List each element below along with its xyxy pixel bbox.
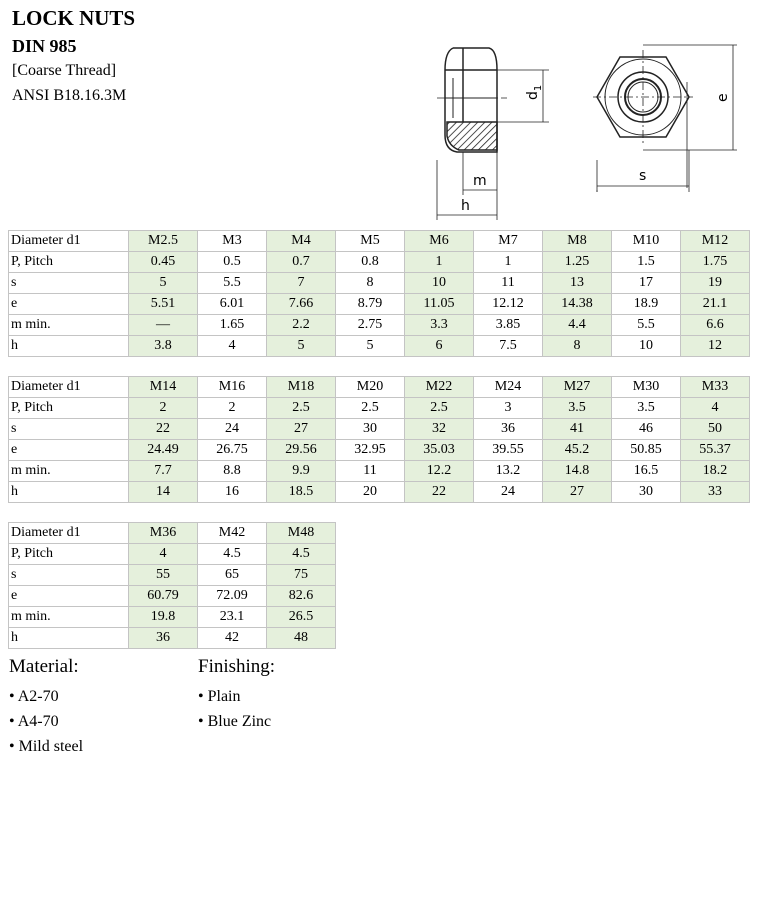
value-cell: 6.6	[681, 315, 750, 336]
label-e: e	[715, 93, 731, 102]
value-cell: 60.79	[129, 586, 198, 607]
value-cell: 82.6	[267, 586, 336, 607]
value-cell: 1.65	[198, 315, 267, 336]
value-cell: 72.09	[198, 586, 267, 607]
row-label: Diameter d1	[9, 377, 129, 398]
value-cell: 24	[474, 482, 543, 503]
value-cell: 48	[267, 628, 336, 649]
value-cell: 7	[267, 273, 336, 294]
row-label: h	[9, 628, 129, 649]
ansi-standard: ANSI B18.16.3M	[12, 87, 127, 104]
size-cell: M8	[543, 231, 612, 252]
label-m: m	[473, 173, 487, 189]
row-label: h	[9, 482, 129, 503]
size-cell: M33	[681, 377, 750, 398]
value-cell: 24.49	[129, 440, 198, 461]
value-cell: 9.9	[267, 461, 336, 482]
value-cell: 46	[612, 419, 681, 440]
value-cell: 2	[198, 398, 267, 419]
value-cell: 3.5	[612, 398, 681, 419]
value-cell: 2.5	[267, 398, 336, 419]
row-label: s	[9, 273, 129, 294]
value-cell: 14.38	[543, 294, 612, 315]
value-cell: 7.66	[267, 294, 336, 315]
value-cell: 50	[681, 419, 750, 440]
value-cell: 4.5	[198, 544, 267, 565]
value-cell: 0.8	[336, 252, 405, 273]
value-cell: 39.55	[474, 440, 543, 461]
value-cell: 16.5	[612, 461, 681, 482]
size-cell: M2.5	[129, 231, 198, 252]
value-cell: 11.05	[405, 294, 474, 315]
value-cell: 1.25	[543, 252, 612, 273]
row-label: m min.	[9, 315, 129, 336]
finishing-heading: Finishing:	[198, 656, 276, 677]
value-cell: 55.37	[681, 440, 750, 461]
value-cell: 3.85	[474, 315, 543, 336]
value-cell: 33	[681, 482, 750, 503]
value-cell: 2.5	[336, 398, 405, 419]
value-cell: 4	[198, 336, 267, 357]
value-cell: 3.8	[129, 336, 198, 357]
value-cell: 0.7	[267, 252, 336, 273]
thread-type: [Coarse Thread]	[12, 62, 117, 79]
value-cell: 4.4	[543, 315, 612, 336]
pitch-row	[9, 398, 750, 419]
value-cell: 18.5	[267, 482, 336, 503]
row-label: h	[9, 336, 129, 357]
m-min-row	[9, 461, 750, 482]
row-label: e	[9, 586, 129, 607]
value-cell: 12	[681, 336, 750, 357]
value-cell: 2.2	[267, 315, 336, 336]
size-cell: M5	[336, 231, 405, 252]
value-cell: 17	[612, 273, 681, 294]
value-cell: 18.2	[681, 461, 750, 482]
value-cell: 50.85	[612, 440, 681, 461]
s-row	[9, 565, 336, 586]
label-h: h	[461, 198, 470, 214]
value-cell: 11	[336, 461, 405, 482]
value-cell: 21.1	[681, 294, 750, 315]
value-cell: 8	[336, 273, 405, 294]
value-cell: 5	[129, 273, 198, 294]
row-label: e	[9, 294, 129, 315]
nut-top-view	[593, 50, 693, 144]
value-cell: 2	[129, 398, 198, 419]
value-cell: 19.8	[129, 607, 198, 628]
value-cell: —	[129, 315, 198, 336]
nut-side-view	[437, 48, 507, 152]
value-cell: 27	[267, 419, 336, 440]
value-cell: 4.5	[267, 544, 336, 565]
dimensions-table-1	[8, 230, 750, 357]
value-cell: 5.51	[129, 294, 198, 315]
material-heading: Material:	[9, 656, 79, 677]
diameter-row	[9, 377, 750, 398]
value-cell: 32.95	[336, 440, 405, 461]
value-cell: 55	[129, 565, 198, 586]
value-cell: 23.1	[198, 607, 267, 628]
label-s: s	[639, 168, 647, 184]
value-cell: 22	[129, 419, 198, 440]
size-cell: M22	[405, 377, 474, 398]
size-cell: M10	[612, 231, 681, 252]
value-cell: 6	[405, 336, 474, 357]
size-cell: M16	[198, 377, 267, 398]
pitch-row	[9, 252, 750, 273]
row-label: P, Pitch	[9, 252, 129, 273]
size-cell: M42	[198, 523, 267, 544]
value-cell: 14.8	[543, 461, 612, 482]
m-min-row	[9, 607, 336, 628]
value-cell: 7.5	[474, 336, 543, 357]
value-cell: 42	[198, 628, 267, 649]
dimensions-table-2	[8, 376, 750, 503]
size-cell: M30	[612, 377, 681, 398]
value-cell: 7.7	[129, 461, 198, 482]
h-row	[9, 336, 750, 357]
size-cell: M6	[405, 231, 474, 252]
value-cell: 27	[543, 482, 612, 503]
value-cell: 10	[405, 273, 474, 294]
value-cell: 10	[612, 336, 681, 357]
e-row	[9, 586, 336, 607]
value-cell: 35.03	[405, 440, 474, 461]
size-cell: M48	[267, 523, 336, 544]
diameter-row	[9, 523, 336, 544]
value-cell: 41	[543, 419, 612, 440]
row-label: Diameter d1	[9, 231, 129, 252]
value-cell: 18.9	[612, 294, 681, 315]
value-cell: 12.12	[474, 294, 543, 315]
finishing-item: • Plain	[198, 688, 241, 705]
size-cell: M4	[267, 231, 336, 252]
row-label: s	[9, 565, 129, 586]
value-cell: 8.8	[198, 461, 267, 482]
size-cell: M36	[129, 523, 198, 544]
size-cell: M12	[681, 231, 750, 252]
value-cell: 3.5	[543, 398, 612, 419]
value-cell: 0.5	[198, 252, 267, 273]
size-cell: M3	[198, 231, 267, 252]
value-cell: 5	[336, 336, 405, 357]
value-cell: 3	[474, 398, 543, 419]
h-row	[9, 482, 750, 503]
value-cell: 26.5	[267, 607, 336, 628]
row-label: P, Pitch	[9, 544, 129, 565]
value-cell: 1.5	[612, 252, 681, 273]
finishing-item: • Blue Zinc	[198, 713, 272, 730]
size-cell: M18	[267, 377, 336, 398]
value-cell: 19	[681, 273, 750, 294]
pitch-row	[9, 544, 336, 565]
row-label: m min.	[9, 607, 129, 628]
size-cell: M7	[474, 231, 543, 252]
s-row	[9, 273, 750, 294]
value-cell: 1	[405, 252, 474, 273]
value-cell: 65	[198, 565, 267, 586]
size-cell: M24	[474, 377, 543, 398]
value-cell: 30	[612, 482, 681, 503]
value-cell: 45.2	[543, 440, 612, 461]
material-item: • A4-70	[9, 713, 59, 730]
size-cell: M20	[336, 377, 405, 398]
standard-label: DIN 985	[12, 36, 77, 56]
value-cell: 11	[474, 273, 543, 294]
value-cell: 75	[267, 565, 336, 586]
value-cell: 36	[474, 419, 543, 440]
value-cell: 14	[129, 482, 198, 503]
row-label: m min.	[9, 461, 129, 482]
label-d1: $d_1$	[525, 84, 544, 100]
value-cell: 2.5	[405, 398, 474, 419]
value-cell: 22	[405, 482, 474, 503]
material-item: • Mild steel	[9, 738, 84, 755]
value-cell: 4	[681, 398, 750, 419]
value-cell: 3.3	[405, 315, 474, 336]
diameter-row	[9, 231, 750, 252]
row-label: e	[9, 440, 129, 461]
value-cell: 1	[474, 252, 543, 273]
value-cell: 8	[543, 336, 612, 357]
value-cell: 36	[129, 628, 198, 649]
h-row	[9, 628, 336, 649]
material-item: • A2-70	[9, 688, 59, 705]
dimensions-table-3	[8, 522, 336, 649]
value-cell: 30	[336, 419, 405, 440]
row-label: Diameter d1	[9, 523, 129, 544]
value-cell: 1.75	[681, 252, 750, 273]
value-cell: 6.01	[198, 294, 267, 315]
s-row	[9, 419, 750, 440]
value-cell: 5	[267, 336, 336, 357]
value-cell: 16	[198, 482, 267, 503]
value-cell: 12.2	[405, 461, 474, 482]
value-cell: 20	[336, 482, 405, 503]
value-cell: 13.2	[474, 461, 543, 482]
row-label: s	[9, 419, 129, 440]
row-label: P, Pitch	[9, 398, 129, 419]
page-title: LOCK NUTS	[12, 6, 136, 30]
lock-nut-technical-drawing	[425, 40, 755, 225]
size-cell: M14	[129, 377, 198, 398]
size-cell: M27	[543, 377, 612, 398]
value-cell: 4	[129, 544, 198, 565]
value-cell: 2.75	[336, 315, 405, 336]
e-row	[9, 440, 750, 461]
value-cell: 32	[405, 419, 474, 440]
value-cell: 5.5	[612, 315, 681, 336]
value-cell: 0.45	[129, 252, 198, 273]
m-min-row	[9, 315, 750, 336]
value-cell: 26.75	[198, 440, 267, 461]
value-cell: 29.56	[267, 440, 336, 461]
value-cell: 8.79	[336, 294, 405, 315]
value-cell: 5.5	[198, 273, 267, 294]
value-cell: 24	[198, 419, 267, 440]
e-row	[9, 294, 750, 315]
value-cell: 13	[543, 273, 612, 294]
